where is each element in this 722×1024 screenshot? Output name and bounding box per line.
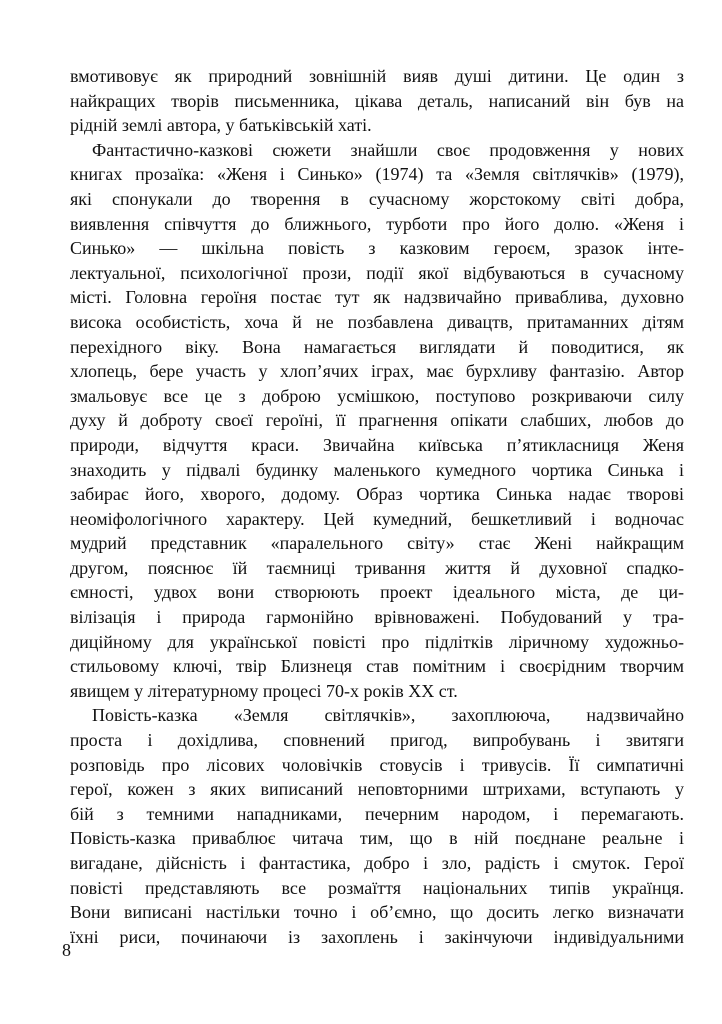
text-line: Фантастично-казкові сюжети знайшли своє продовження у нових <box>92 139 684 160</box>
text-line: Вони виписані настільки точно і об’ємно, що досить легко визначати <box>70 902 684 923</box>
text-line: хлопець, бере участь у хлоп’ячих іграх, має бурхливу фантазію. Автор <box>70 361 684 382</box>
text-line: виявлення співчуття до ближнього, турботи про його долю. «Женя і <box>70 213 684 234</box>
text-line: другом, пояснює їй таємниці тривання життя й духовної спадко- <box>70 557 684 578</box>
text-line: розповідь про лісових чоловічків стовусів і тривусів. Її симпатичні <box>70 754 684 775</box>
text-line: Синько» — шкільна повість з казковим героєм, зразок інте- <box>70 238 684 259</box>
text-line: стильовому ключі, твір Близнеця став помітним і своєрідним творчим <box>70 656 684 677</box>
text-line: Повість-казка «Земля світлячків», захоплююча, надзвичайно <box>92 705 684 726</box>
text-line: книгах прозаїка: «Женя і Синько» (1974) та «Земля світлячків» (1979), <box>70 164 684 185</box>
text-line: вмотивовує як природний зовнішній вияв душі дитини. Це один з <box>70 66 684 86</box>
page-number: 8 <box>62 940 71 960</box>
text-line: диційному для української повісті про підлітків ліричному художньо- <box>70 631 684 652</box>
text-line: неоміфологічного характеру. Цей кумедний, бешкетливий і водночас <box>70 508 684 529</box>
text-line: найкращих творів письменника, цікава деталь, написаний він був на <box>70 90 684 111</box>
text-line: висока особистість, хоча й не позбавлена дивацтв, притаманних дітям <box>70 311 684 332</box>
text-line: духу й доброту своєї героїні, її прагнення опікати слабших, любов до <box>70 410 684 431</box>
text-line: місті. Головна героїня постає тут як надзвичайно приваблива, духовно <box>70 287 684 308</box>
text-line: проста і дохідлива, сповнений пригод, випробувань і звитяги <box>70 730 684 751</box>
text-line: природи, відчуття краси. Звичайна київська п’ятикласниця Женя <box>70 434 684 455</box>
text-line: мудрий представник «паралельного світу» стає Жені найкращим <box>70 533 684 554</box>
text-line: рідній землі автора, у батьківській хаті. <box>70 115 372 136</box>
text-line: перехідного віку. Вона намагається виглядати й поводитися, як <box>70 336 684 357</box>
text-line: лектуальної, психологічної прози, події якої відбуваються в сучасному <box>70 262 684 283</box>
text-line: Повість-казка приваблює читача тим, що в ній поєднане реальне і <box>70 828 684 849</box>
text-line: вигадане, дійсність і фантастика, добро і зло, радість і смуток. Герої <box>70 853 684 873</box>
text-line: знаходить у підвалі будинку маленького кумедного чортика Синька і <box>70 459 684 480</box>
text-line: вілізація і природа гармонійно врівноважені. Побудований у тра- <box>70 607 684 628</box>
text-line: явищем у літературному процесі 70-х років XX ст. <box>70 680 458 701</box>
page-text <box>70 64 684 949</box>
text-line: повісті представляють все розмаїття національних типів українця. <box>70 877 684 898</box>
text-line: які спонукали до творення в сучасному жорстокому світі добра, <box>70 188 684 209</box>
text-line: ємності, удвох вони створюють проект ідеального міста, де ци- <box>70 582 684 603</box>
text-line: герої, кожен з яких виписаний неповторними штрихами, вступають у <box>70 779 684 800</box>
text-line: їхні риси, починаючи із захоплень і закінчуючи індивідуальними <box>70 926 684 947</box>
text-line: забирає його, хворого, додому. Образ чортика Синька надає творові <box>70 484 684 505</box>
text-line: бій з темними нападниками, печерним народом, і перемагають. <box>70 803 684 824</box>
text-line: змальовує все це з доброю усмішкою, поступово розкриваючи силу <box>70 385 684 406</box>
